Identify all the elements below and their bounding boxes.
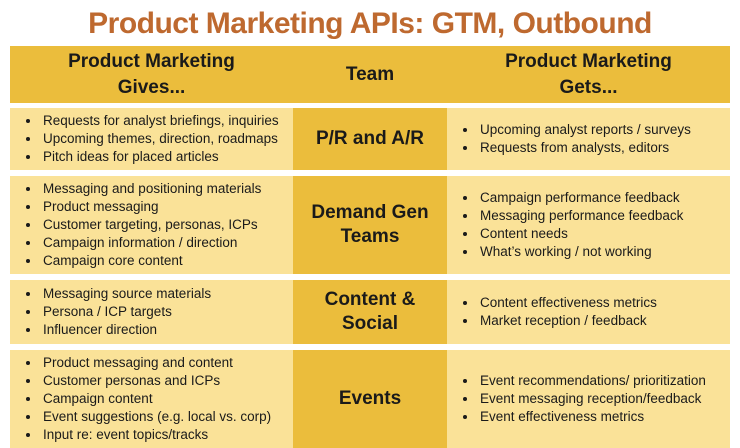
header-gives-line2: Gives... bbox=[117, 76, 186, 98]
gives-list bbox=[24, 354, 283, 444]
gets-list bbox=[461, 121, 720, 157]
bullet-item: • Content effectiveness metrics bbox=[478, 294, 720, 312]
bullet-item: • Requests from analysts, editors bbox=[478, 139, 720, 157]
bullet-item: • Product messaging bbox=[41, 198, 283, 216]
gets-cell bbox=[447, 176, 730, 274]
gets-cell bbox=[447, 280, 730, 344]
gives-list bbox=[24, 285, 283, 339]
bullet-item: • Upcoming themes, direction, roadmaps bbox=[41, 130, 283, 148]
bullet-item: • Pitch ideas for placed articles bbox=[41, 148, 283, 166]
bullet-item: • Influencer direction bbox=[41, 321, 283, 339]
bullet-item: • Market reception / feedback bbox=[478, 312, 720, 330]
bullet-item: • Campaign information / direction bbox=[41, 234, 283, 252]
table-row-content-social bbox=[10, 280, 730, 344]
gives-list bbox=[24, 112, 283, 166]
team-cell bbox=[293, 108, 447, 170]
team-cell bbox=[293, 280, 447, 344]
gets-cell bbox=[447, 108, 730, 170]
table-row-events bbox=[10, 350, 730, 448]
gives-cell bbox=[10, 108, 293, 170]
gives-gets-table bbox=[10, 46, 730, 448]
page-title: Product Marketing APIs: GTM, Outbound bbox=[88, 7, 652, 40]
header-cell-team bbox=[293, 46, 447, 103]
gives-cell bbox=[10, 280, 293, 344]
bullet-item: • Product messaging and content bbox=[41, 354, 283, 372]
bullet-item: • What’s working / not working bbox=[478, 243, 720, 261]
bullet-item: • Messaging performance feedback bbox=[478, 207, 720, 225]
header-team-label: Team bbox=[345, 63, 395, 85]
bullet-item: • Upcoming analyst reports / surveys bbox=[478, 121, 720, 139]
table-header-row bbox=[10, 46, 730, 103]
gives-cell bbox=[10, 350, 293, 448]
header-gives-line1: Product Marketing bbox=[68, 51, 235, 73]
gets-cell bbox=[447, 350, 730, 448]
team-cell bbox=[293, 350, 447, 448]
header-gets-line2: Gets... bbox=[559, 76, 618, 98]
table-row-pr-ar bbox=[10, 108, 730, 170]
bullet-item: • Requests for analyst briefings, inquiries bbox=[41, 112, 283, 130]
bullet-item: • Persona / ICP targets bbox=[41, 303, 283, 321]
team-label: Events bbox=[338, 388, 402, 410]
bullet-item: • Event recommendations/ prioritization bbox=[478, 372, 720, 390]
bullet-item: • Messaging and positioning materials bbox=[41, 180, 283, 198]
header-gets-line1: Product Marketing bbox=[505, 51, 672, 73]
gives-list bbox=[24, 180, 283, 270]
bullet-item: • Customer personas and ICPs bbox=[41, 372, 283, 390]
bullet-item: • Content needs bbox=[478, 225, 720, 243]
table-row-demand-gen bbox=[10, 176, 730, 274]
bullet-item: • Campaign content bbox=[41, 390, 283, 408]
bullet-item: • Input re: event topics/tracks bbox=[41, 426, 283, 444]
gets-list bbox=[461, 372, 720, 426]
slide bbox=[0, 4, 740, 448]
gets-list bbox=[461, 189, 720, 261]
bullet-item: • Event messaging reception/feedback bbox=[478, 390, 720, 408]
team-label: P/R and A/R bbox=[315, 128, 425, 150]
bullet-item: • Event effectiveness metrics bbox=[478, 408, 720, 426]
gets-list bbox=[461, 294, 720, 330]
bullet-item: • Messaging source materials bbox=[41, 285, 283, 303]
header-cell-gives bbox=[10, 46, 293, 103]
bullet-item: • Event suggestions (e.g. local vs. corp) bbox=[41, 408, 283, 426]
gives-cell bbox=[10, 176, 293, 274]
bullet-item: • Customer targeting, personas, ICPs bbox=[41, 216, 283, 234]
bullet-item: • Campaign performance feedback bbox=[478, 189, 720, 207]
team-label: Content & Social bbox=[324, 289, 416, 334]
header-cell-gets bbox=[447, 46, 730, 103]
team-label: Demand Gen Teams bbox=[311, 202, 429, 247]
bullet-item: • Campaign core content bbox=[41, 252, 283, 270]
team-cell bbox=[293, 176, 447, 274]
